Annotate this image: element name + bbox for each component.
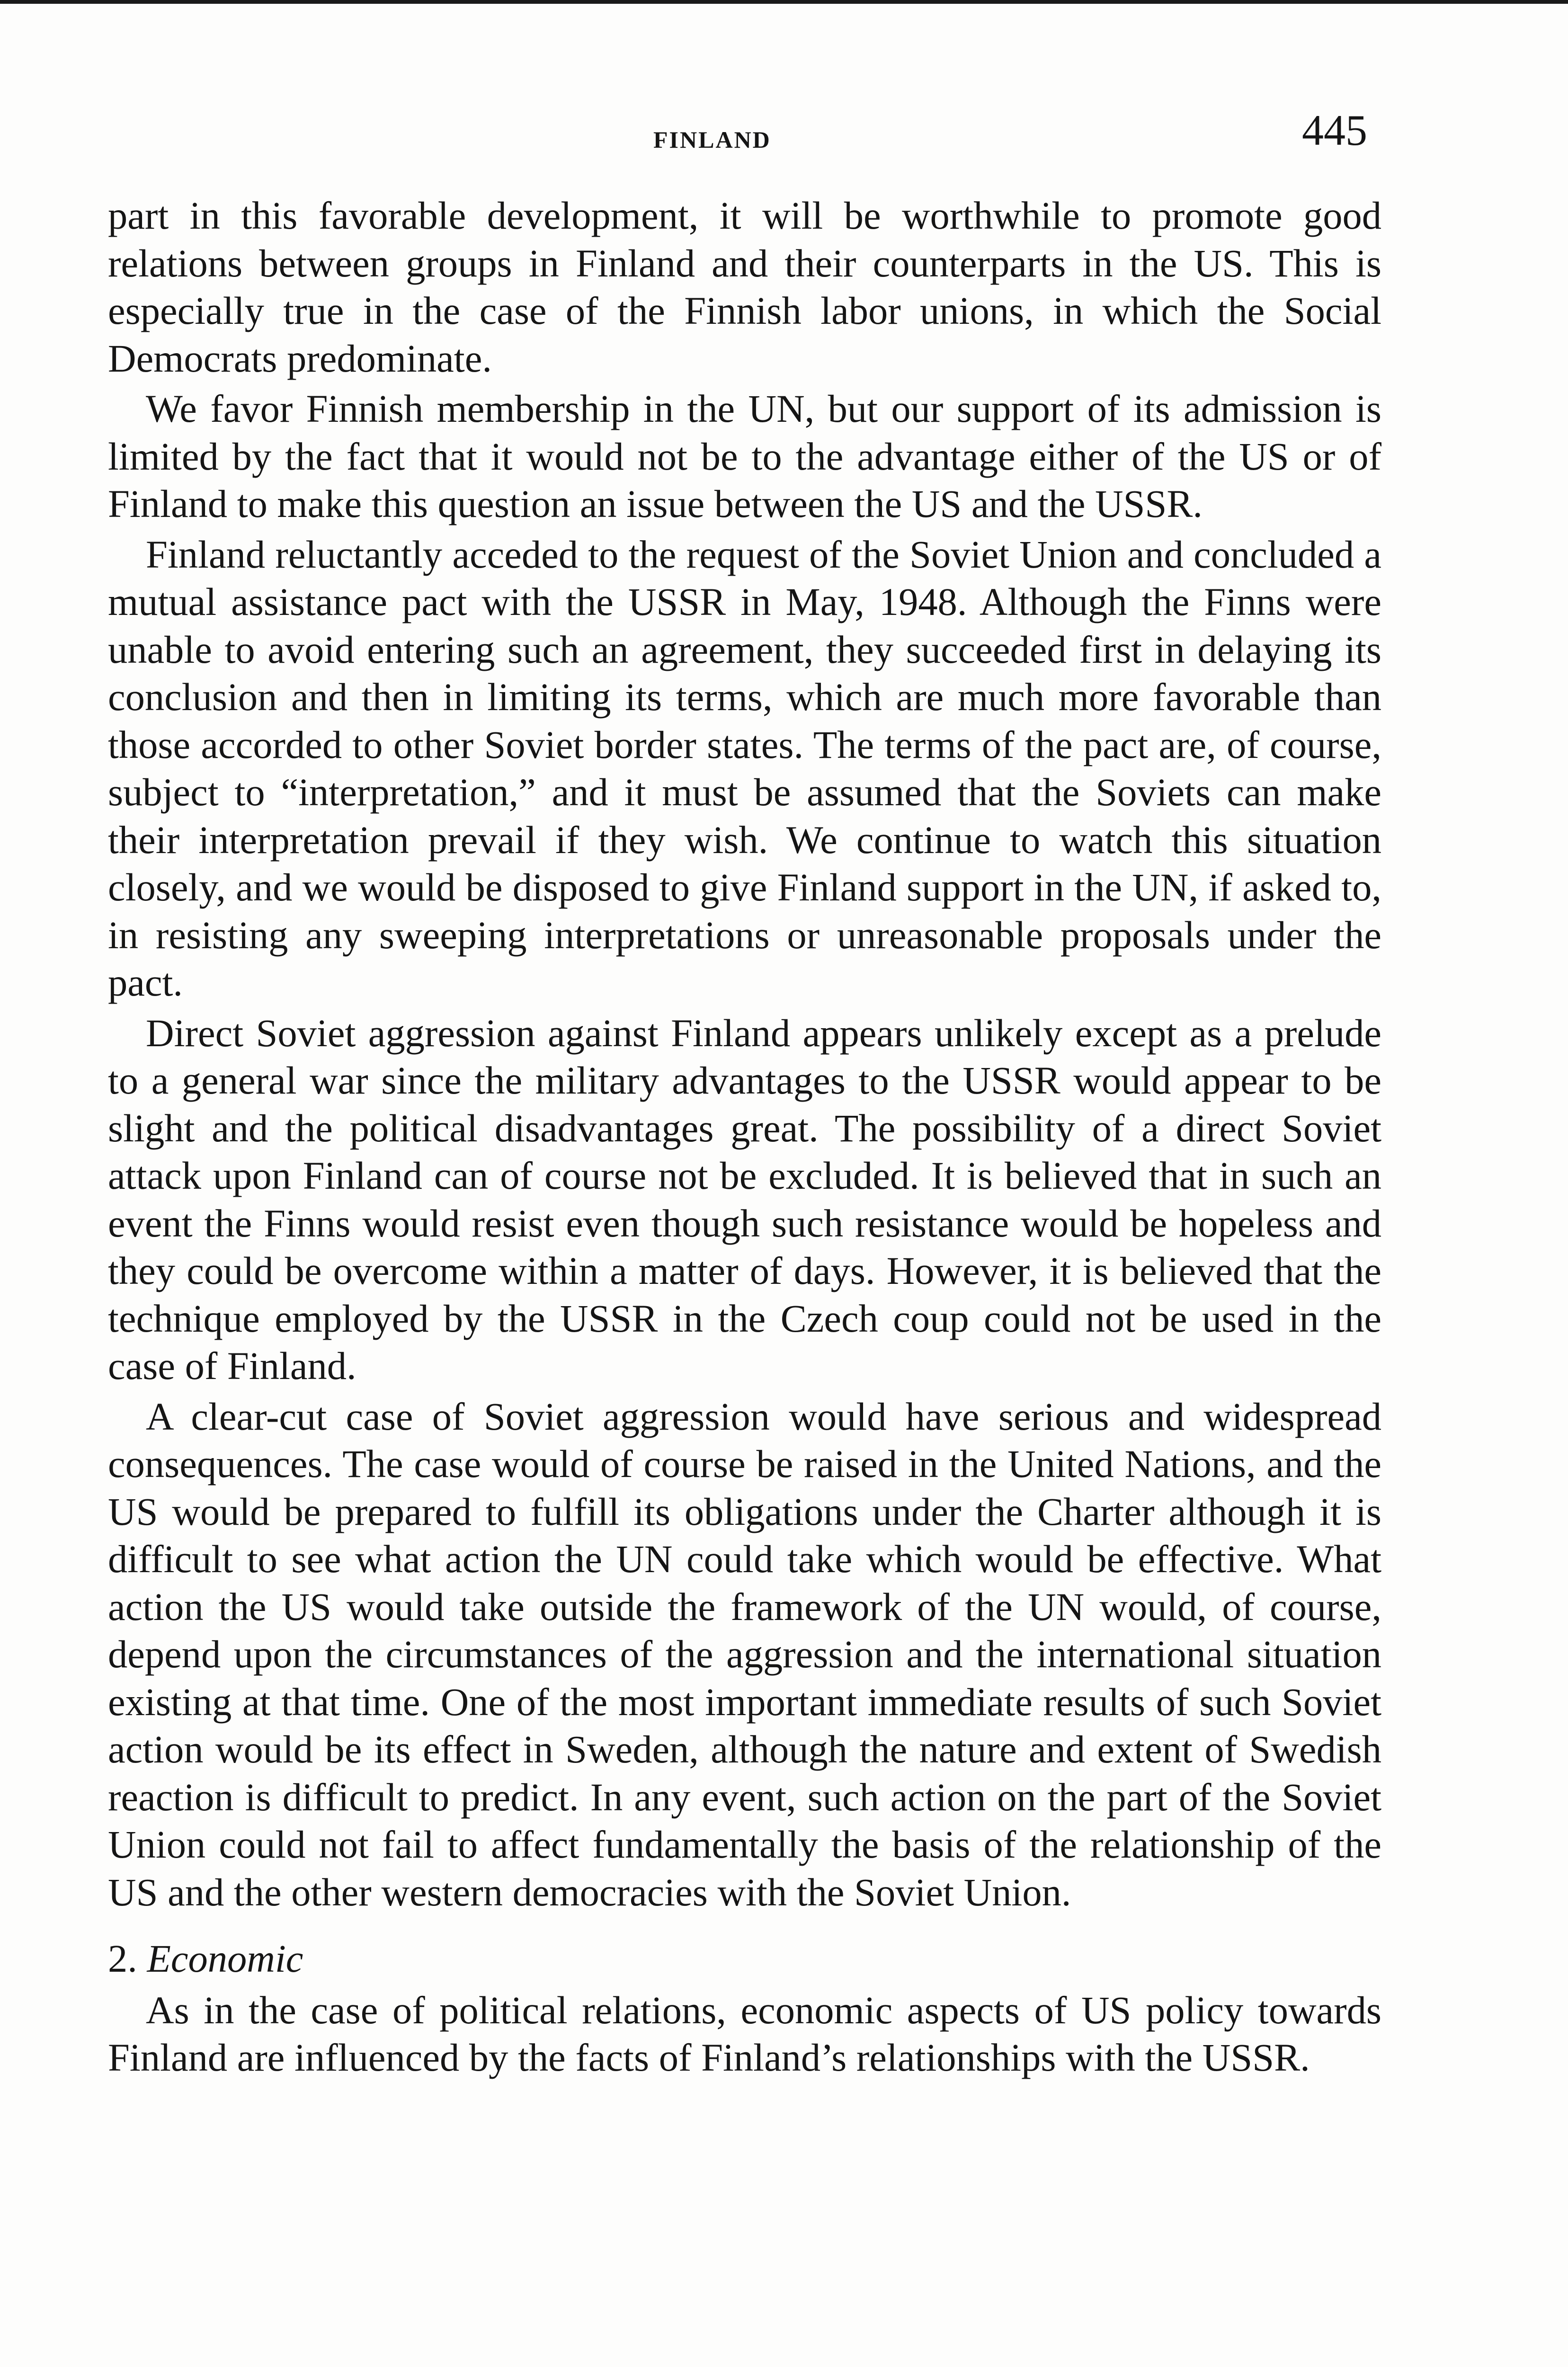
paragraph-economic: As in the case of political relations, economic aspects of US policy towards Finland are influenced by the facts of Finland’s relationships with the USSR. bbox=[108, 1988, 1381, 2079]
paragraph-soviet-aggression: Direct Soviet aggression against Finland appears unlikely except as a prelude to a general war since the military advantages to the USSR would appear to be slight and the political disadvantages great. The possibility of a direct Soviet attack upon Finland can of course not be excluded. It is believed that in such an event the Finns would resist even though such resistance would be hopeless and they could be overcome within a matter of days. However, it is believed that the technique employed by the USSR in the Czech coup could not be used in the case of Finland. bbox=[108, 1011, 1381, 1388]
section-title: Economic bbox=[147, 1937, 303, 1980]
body-text bbox=[108, 192, 1381, 2084]
section-heading bbox=[108, 1935, 1381, 1983]
paragraph-un-membership: We favor Finnish membership in the UN, but our support of its admission is limited by the fact that it would not be to the advantage either of the US or of Finland to make this question an issue between the US and the USSR. bbox=[108, 387, 1381, 525]
paragraph-mutual-assistance-pact: Finland reluctantly acceded to the request of the Soviet Union and concluded a mutual assistance pact with the USSR in May, 1948. Although the Finns were unable to avoid entering such an agreement, they succeeded first in delaying its conclusion and then in limiting its terms, which are much more favorable than those accorded to other Soviet border states. The terms of the pact are, of course, subject to “interpretation,” and it must be assumed that the Soviets can make their interpretation prevail if they wish. We continue to watch this situation closely, and we would be disposed to give Finland support in the UN, if asked to, in resisting any sweeping interpretations or unreasonable proposals under the pact. bbox=[108, 532, 1381, 1004]
running-head: FINLAND bbox=[653, 126, 771, 153]
top-border-rule bbox=[0, 0, 1568, 4]
section-number: 2. bbox=[108, 1937, 137, 1980]
paragraph-consequences: A clear-cut case of Soviet aggression would have serious and widespread consequences. The case would of course be raised in the United Nations, and the US would be prepared to fulfill its obligations under the Charter although it is difficult to see what action the UN could take which would be effective. What action the US would take outside the framework of the UN would, of course, depend upon the circumstances of the aggression and the international situation existing at that time. One of the most important immediate results of such Soviet action would be its effect in Sweden, although the nature and extent of Swedish reaction is difficult to predict. In any event, such action on the part of the Soviet Union could not fail to affect fundamentally the basis of the relationship of the US and the other western democracies with the Soviet Union. bbox=[108, 1394, 1381, 1914]
page-number: 445 bbox=[1302, 106, 1367, 154]
paragraph-continued: part in this favorable development, it will be worthwhile to promote good relations between groups in Finland and their counterparts in the US. This is especially true in the case of the Finnish labor unions, in which the Social Democrats predominate. bbox=[108, 194, 1381, 380]
